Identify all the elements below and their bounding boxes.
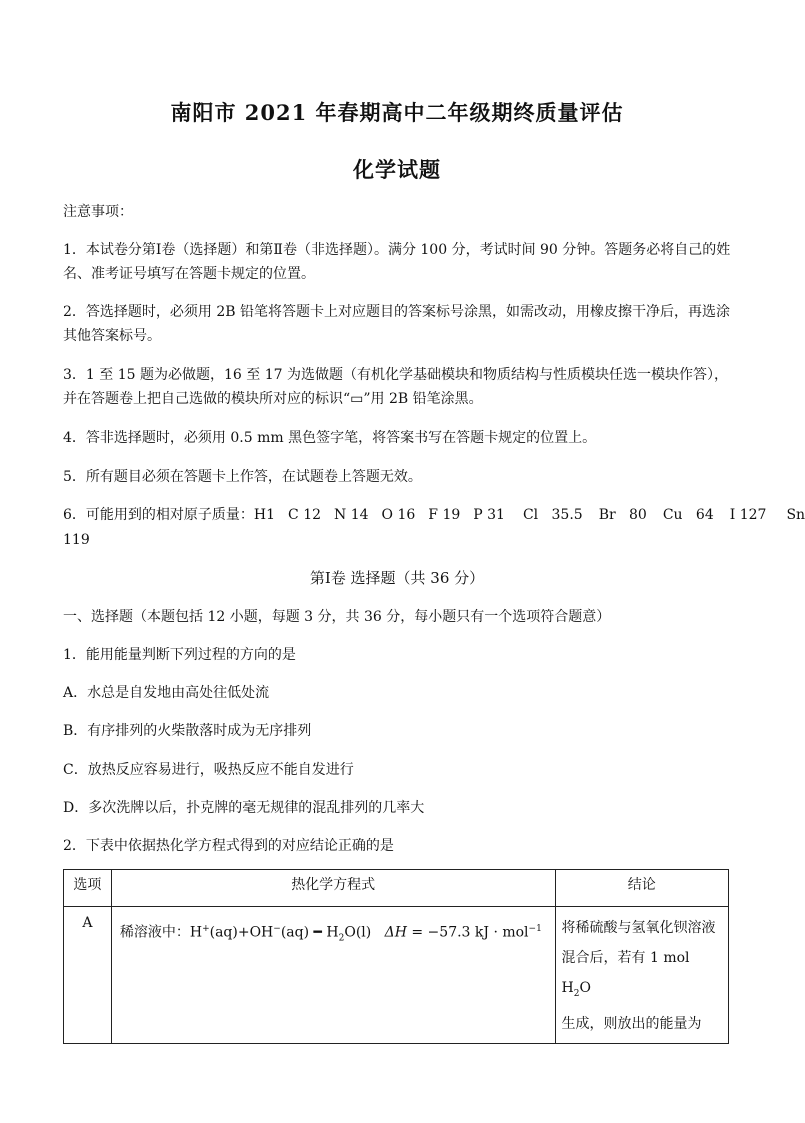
atomic-mass-h: H1 <box>253 507 276 523</box>
section1-instructions: 一、选择题（本题包括 12 小题，每题 3 分，共 36 分，每小题只有一个选项符合题意） <box>63 609 611 625</box>
note-item-4: 4．答非选择题时，必须用 0.5 mm 黑色签字笔，将答案书写在答题卡规定的位置上。 <box>63 430 597 446</box>
q2-row-a-equation <box>112 907 555 948</box>
q2-table-header-row <box>64 870 729 907</box>
q1-option-a: A．水总是自发地由高处往低处流 <box>63 685 270 701</box>
eq-h-charge: + <box>202 924 210 934</box>
atomic-mass-label: 6．可能用到的相对原子质量： <box>63 507 254 523</box>
eq-delta-h: ΔH <box>384 924 407 941</box>
q1-option-b: B．有序排列的火柴散落时成为无序排列 <box>63 723 312 739</box>
conclusion-line-2 <box>562 943 722 1009</box>
atomic-mass-n: N 14 <box>334 507 369 523</box>
conclusion-line-1: 将稀硫酸与氢氧化钡溶液 <box>561 920 716 936</box>
atomic-mass-br: Br 80 <box>598 507 647 523</box>
eq-oh-charge: − <box>273 924 281 934</box>
q2-table-row-a <box>64 907 729 1044</box>
eq-h2o-o: O(l) <box>344 924 372 941</box>
conclusion-line-3: 生成，则放出的能量为 <box>561 1015 702 1032</box>
eq-value: = −57.3 kJ · mol <box>406 924 529 941</box>
q2-row-a-conclusion-cell <box>555 907 728 1044</box>
q2-header-conclusion: 结论 <box>555 870 728 907</box>
eq-unit-exp: −1 <box>528 924 542 934</box>
q1-option-c: C．放热反应容易进行，吸热反应不能自发进行 <box>63 762 354 778</box>
conclusion-line-2-text: 混合后，若有 1 mol H <box>561 950 690 996</box>
eq-mid2: (aq) <box>280 924 310 941</box>
atomic-mass-o: O 16 <box>381 507 416 523</box>
exam-title: 南阳市 2021 年春期高中二年级期终质量评估 <box>170 100 624 125</box>
q2-header-equation: 热化学方程式 <box>111 870 555 907</box>
atomic-mass-c: C 12 <box>288 507 322 523</box>
note-item-2: 2．答选择题时，必须用 2B 铅笔将答题卡上对应题目的答案标号涂黑，如需改动，用橡皮擦干净后，再选涂其他答案标号。 <box>63 304 731 344</box>
atomic-mass-cl: Cl 35.5 <box>522 507 583 523</box>
q1-stem: 1．能用能量判断下列过程的方向的是 <box>63 647 296 663</box>
atomic-mass-wrap: 119 <box>63 532 90 548</box>
exam-subtitle: 化学试题 <box>353 157 441 182</box>
q2-stem: 2．下表中依据热化学方程式得到的对应结论正确的是 <box>63 838 394 854</box>
q2-header-option: 选项 <box>64 870 112 907</box>
atomic-mass-p: P 31 <box>473 507 505 523</box>
conclusion-h2o-sub: 2 <box>573 988 580 999</box>
atomic-mass-cu: Cu 64 <box>662 507 714 523</box>
note-item-5: 5．所有题目必须在答题卡上作答，在试题卷上答题无效。 <box>63 469 422 485</box>
atomic-mass-i: I 127 <box>729 507 767 523</box>
q2-row-a-letter-cell <box>64 907 112 1044</box>
eq-prefix: 稀溶液中： <box>119 924 190 941</box>
q2-table <box>63 869 729 1044</box>
atomic-mass-f: F 19 <box>428 507 461 523</box>
note-item-3: 3．1 至 15 题为必做题，16 至 17 为选做题（有机化学基础模块和物质结构与性质模块任选一模块作答），并在答题卷上把自己选做的模块所对应的标识“▭”用 2B 铅笔涂黑。 <box>63 367 728 407</box>
atomic-mass-line <box>63 503 805 527</box>
eq-h: H <box>189 924 203 941</box>
note-item-1: 1．本试卷分第Ⅰ卷（选择题）和第Ⅱ卷（非选择题）。满分 100 分，考试时间 90 分钟。答题务必将自己的姓名、准考证号填写在答题卡规定的位置。 <box>63 242 731 282</box>
q2-row-a-equation-cell <box>111 907 555 1044</box>
q2-row-a-letter: A <box>82 915 93 931</box>
notes-heading: 注意事项： <box>63 204 133 220</box>
eq-arrow: ━ <box>313 924 322 941</box>
q2-row-a-conclusion <box>556 907 728 1043</box>
eq-h2o-h: H <box>326 924 339 941</box>
q1-option-d: D．多次洗牌以后，扑克牌的毫无规律的混乱排列的几率大 <box>63 800 425 816</box>
eq-h2o-sub: 2 <box>338 933 345 944</box>
atomic-mass-sn: Sn <box>786 507 805 523</box>
section1-heading: 第Ⅰ卷 选择题（共 36 分） <box>309 569 485 587</box>
eq-mid1: (aq)+OH <box>209 924 274 941</box>
conclusion-line-2-o: O <box>579 980 591 996</box>
